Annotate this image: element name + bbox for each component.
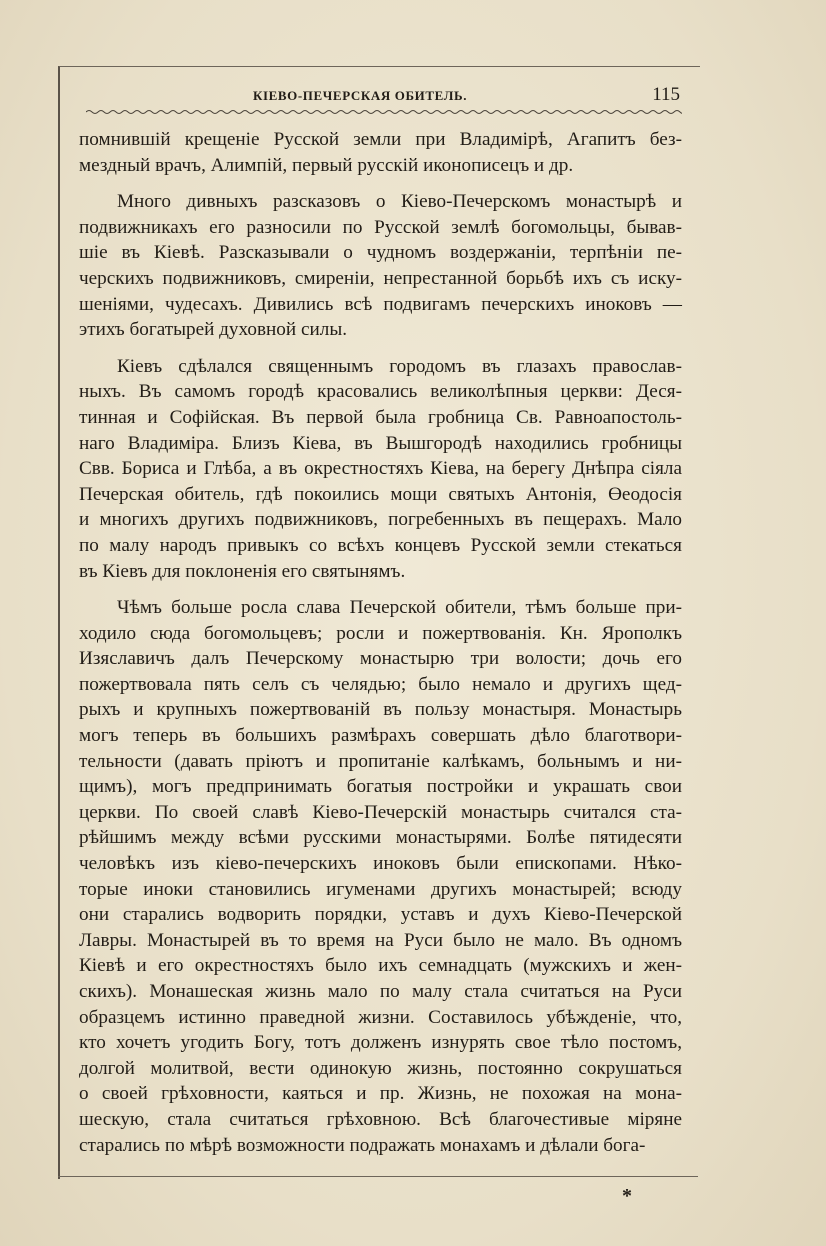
text-line: о своей грѣховности, каяться и пр. Жизнь, не похожая на мона-	[79, 1083, 682, 1105]
text-line: могъ теперь въ большихъ размѣрахъ совершать дѣло благотвори-	[79, 725, 682, 747]
paragraph	[79, 127, 682, 178]
text-line: тельности (давать пріютъ и пропитаніе калѣкамъ, больнымъ и ни-	[79, 750, 682, 772]
text-line: торые иноки становились игуменами другихъ монастырей; всюду	[79, 878, 682, 900]
text-line: шескую, стала считаться грѣховною. Всѣ благочестивые міряне	[79, 1108, 682, 1130]
signature-mark: *	[622, 1185, 632, 1207]
text-line: рыхъ и крупныхъ пожертвованій въ пользу монастыря. Монастырь	[79, 699, 682, 721]
text-line: Лавры. Монастырей въ то время на Руси было не мало. Въ одномъ	[79, 929, 682, 951]
paragraph-gap	[79, 178, 682, 189]
text-line: они старались водворить порядки, уставъ и духъ Кіево-Печерской	[79, 904, 682, 926]
text-line: Кіевѣ и его окрестностяхъ было ихъ семнадцать (мужскихъ и жен-	[79, 955, 682, 977]
text-line: этихъ богатырей духовной силы.	[79, 319, 348, 341]
text-line: церкви. По своей славѣ Кіево-Печерскій монастырь считался ста-	[79, 801, 682, 823]
text-line: шеніями, чудесахъ. Дивились всѣ подвигамъ печерскихъ иноковъ —	[79, 293, 682, 315]
text-line: въ Кіевъ для поклоненія его святынямъ.	[79, 560, 406, 582]
text-line: помнившій крещеніе Русской земли при Владимірѣ, Агапитъ без-	[79, 129, 682, 150]
text-line: щимъ), могъ предпринимать богатыя постройки и украшать свои	[79, 776, 682, 798]
text-line: подвижникахъ его разносили по Русской землѣ богомольцы, бывав-	[79, 216, 682, 238]
body-text	[79, 127, 682, 1158]
text-line: и многихъ другихъ подвижниковъ, погребенныхъ въ пещерахъ. Мало	[79, 509, 682, 531]
text-line: Кіевъ сдѣлался священнымъ городомъ въ глазахъ православ-	[117, 355, 682, 377]
paragraph	[79, 595, 682, 1158]
text-line: наго Владиміра. Близъ Кіева, въ Вышгородѣ находились гробницы	[79, 432, 682, 454]
page-header	[80, 84, 680, 110]
paragraph	[79, 354, 682, 584]
page-number: 115	[652, 84, 680, 105]
header-ornament-rule	[86, 108, 682, 116]
paragraph	[79, 189, 682, 343]
running-title: КІЕВО-ПЕЧЕРСКАЯ ОБИТЕЛЬ.	[252, 88, 468, 103]
text-line: ходило сюда богомольцевъ; росли и пожертвованія. Кн. Ярополкъ	[79, 622, 682, 644]
text-line: Печерская обитель, гдѣ покоились мощи святыхъ Антонія, Өеодосія	[79, 483, 682, 505]
text-line: рѣйшимъ между всѣми русскими монастырями. Болѣе пятидесяти	[79, 827, 682, 849]
paragraph-gap	[79, 343, 682, 354]
page-frame-bottom-rule	[58, 1176, 698, 1177]
text-line: человѣкъ изъ кіево-печерскихъ иноковъ были епископами. Нѣко-	[79, 853, 682, 875]
text-line: старались по мѣрѣ возможности подражать монахамъ и дѣлали бога-	[79, 1134, 646, 1156]
text-line: по малу народъ привыкъ со всѣхъ концевъ Русской земли стекаться	[79, 534, 682, 556]
text-line: Свв. Бориса и Глѣба, а въ окрестностяхъ Кіева, на берегу Днѣпра сіяла	[79, 458, 682, 480]
text-line: ныхъ. Въ самомъ городѣ красовались великолѣпныя церкви: Деся-	[79, 381, 682, 403]
text-line: пожертвовала пять селъ съ челядью; было немало и другихъ щед-	[79, 673, 682, 695]
text-line: Много дивныхъ разсказовъ о Кіево-Печерскомъ монастырѣ и	[117, 191, 682, 213]
text-line: образцемъ истинно праведной жизни. Составилось убѣжденіе, что,	[79, 1006, 682, 1028]
text-line: черскихъ подвижниковъ, смиреніи, непрестанной борьбѣ ихъ съ иску-	[79, 267, 682, 289]
text-line: тинная и Софійская. Въ первой была гробница Св. Равноапостоль-	[79, 406, 682, 428]
text-line: мездный врачъ, Алимпій, первый русскій иконописецъ и др.	[79, 154, 574, 176]
text-line: скихъ). Монашеская жизнь мало по малу стала считаться на Руси	[79, 981, 682, 1002]
text-line: долгой молитвой, вести одинокую жизнь, постоянно сокрушаться	[79, 1057, 682, 1079]
text-line: шіе въ Кіевѣ. Разсказывали о чудномъ воздержаніи, терпѣніи пе-	[79, 242, 682, 264]
paragraph-gap	[79, 584, 682, 595]
text-line: кто хочетъ угодить Богу, тотъ долженъ изнурять свое тѣло постомъ,	[79, 1032, 682, 1054]
text-line: Чѣмъ больше росла слава Печерской обители, тѣмъ больше при-	[117, 597, 682, 619]
text-line: Изяславичъ далъ Печерскому монастырю три волости; дочь его	[79, 648, 682, 670]
